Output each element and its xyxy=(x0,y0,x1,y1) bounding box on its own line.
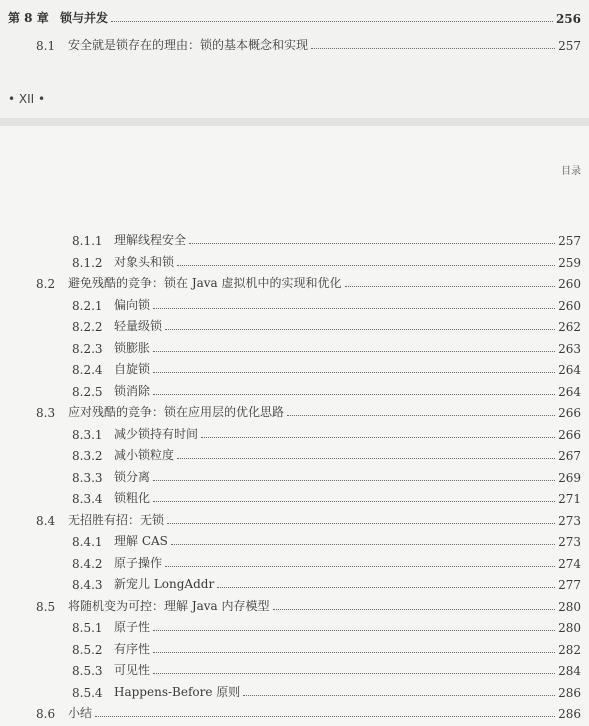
dot-leader xyxy=(177,264,555,266)
toc-entry-title: 自旋锁 xyxy=(114,362,151,376)
toc-entry-page: 264 xyxy=(558,363,581,377)
toc-entry xyxy=(72,572,581,592)
toc-entry-title: 安全就是锁存在的理由：锁的基本概念和实现 xyxy=(68,38,309,52)
toc-entry-number: 8.3 xyxy=(36,406,56,420)
toc-entry-number: 8.2.4 xyxy=(72,363,103,377)
toc-entry-title: 新宠儿 LongAddr xyxy=(114,577,215,591)
toc-entry xyxy=(36,400,581,420)
toc-entry-title: 对象头和锁 xyxy=(114,254,175,269)
toc-entry xyxy=(8,6,581,26)
toc-entry-number: 8.2.2 xyxy=(72,320,103,334)
dot-leader xyxy=(311,47,555,49)
toc-entry xyxy=(36,508,581,528)
toc-entry-page: 263 xyxy=(558,341,581,356)
toc-entry xyxy=(72,336,581,356)
toc-entry-title: 减小锁粒度 xyxy=(114,448,175,462)
dot-leader xyxy=(153,651,555,653)
toc-entry-title: 锁消除 xyxy=(114,383,151,398)
dot-leader xyxy=(171,543,555,545)
toc-entry-page: 286 xyxy=(558,685,581,700)
toc-entry-page: 280 xyxy=(558,621,581,635)
toc-entry xyxy=(72,658,581,678)
toc-entry xyxy=(72,680,581,700)
toc-entry-page: 269 xyxy=(558,470,581,485)
toc-entry-number: 8.5.3 xyxy=(72,664,103,678)
toc-entry-page: 259 xyxy=(558,255,581,270)
toc-entry-page: 267 xyxy=(558,449,581,463)
page-footer-number: • XII • xyxy=(8,92,46,106)
bottom-page xyxy=(0,126,589,726)
dot-leader xyxy=(153,393,555,395)
toc-entry-number: 8.3.1 xyxy=(72,427,103,442)
toc-entry-number: 8.1.2 xyxy=(72,255,103,270)
toc-entry-title: 小结 xyxy=(68,706,93,720)
toc-entry-title: 锁与并发 xyxy=(60,11,109,25)
dot-leader xyxy=(165,328,555,330)
toc-entry xyxy=(36,33,581,53)
toc-entry-number: 8.4.3 xyxy=(72,578,103,592)
dot-leader xyxy=(189,242,555,244)
toc-entry-page: 282 xyxy=(558,642,581,657)
toc-entry-number: 8.3.3 xyxy=(72,470,103,485)
toc-entry-number: 8.2 xyxy=(36,277,56,291)
dot-leader xyxy=(153,672,555,674)
dot-leader xyxy=(273,608,556,610)
dot-leader xyxy=(153,479,555,481)
toc-entry-number: 8.4.1 xyxy=(72,535,103,549)
toc-entry-title: 原子性 xyxy=(114,620,151,634)
toc-entry-number: 8.5.4 xyxy=(72,685,103,700)
running-header: 目录 xyxy=(561,166,581,177)
dot-leader xyxy=(167,522,555,524)
toc-entry-page: 266 xyxy=(558,406,581,420)
top-page xyxy=(0,0,589,118)
toc-entry xyxy=(72,357,581,377)
toc-entry-title: 锁膨胀 xyxy=(114,340,151,355)
toc-entry-page: 260 xyxy=(558,277,581,291)
toc-entry xyxy=(72,551,581,571)
toc-entry-number: 8.3.2 xyxy=(72,449,103,463)
dot-leader xyxy=(153,350,555,352)
toc-entry xyxy=(72,250,581,270)
toc-entry-title: 应对残酷的竞争：锁在应用层的优化思路 xyxy=(68,405,285,419)
dot-leader xyxy=(177,457,555,459)
toc-entry-title: 减少锁持有时间 xyxy=(114,426,199,441)
dot-leader xyxy=(201,436,555,438)
dot-leader xyxy=(287,414,555,416)
toc-entry-title: 理解线程安全 xyxy=(114,233,187,247)
toc-entry xyxy=(72,486,581,506)
toc-entry xyxy=(36,701,581,721)
toc-entry-title: 原子操作 xyxy=(114,555,163,570)
dot-leader xyxy=(217,586,555,588)
toc-entry-title: 无招胜有招：无锁 xyxy=(68,512,165,527)
toc-entry-title: Happens-Before 原则 xyxy=(114,684,241,699)
dot-leader xyxy=(345,285,556,287)
toc-entry-number: 8.4 xyxy=(36,513,56,528)
dot-leader xyxy=(153,629,555,631)
toc-entry-number: 8.1.1 xyxy=(72,234,103,248)
toc-entry-page: 277 xyxy=(558,578,581,592)
toc-entry-number: 8.2.3 xyxy=(72,341,103,356)
dot-leader xyxy=(153,307,555,309)
toc-entry xyxy=(72,529,581,549)
toc-entry-page: 257 xyxy=(558,234,581,248)
toc-entry-page: 256 xyxy=(555,12,581,26)
toc-entry-title: 锁分离 xyxy=(114,469,151,484)
toc-entry-title: 理解 CAS xyxy=(114,534,168,548)
toc-entry-title: 将随机变为可控：理解 Java 内存模型 xyxy=(68,598,270,613)
toc-entry-page: 286 xyxy=(558,707,581,721)
page-gap xyxy=(0,118,589,126)
toc-entry-number: 8.2.1 xyxy=(72,298,103,313)
toc-entry xyxy=(72,314,581,334)
toc-entry xyxy=(72,615,581,635)
toc-entry-page: 260 xyxy=(558,298,581,313)
toc-entry xyxy=(72,465,581,485)
toc-entry xyxy=(36,594,581,614)
toc-entry xyxy=(36,271,581,291)
dot-leader xyxy=(165,565,555,567)
toc-entry-title: 轻量级锁 xyxy=(114,319,163,333)
toc-entry-page: 257 xyxy=(558,39,581,53)
toc-entry-number: 8.1 xyxy=(36,39,56,53)
dot-leader xyxy=(153,500,555,502)
dot-leader xyxy=(111,20,553,22)
dot-leader xyxy=(95,715,555,717)
toc-entry-page: 262 xyxy=(558,320,581,334)
toc-entry-page: 284 xyxy=(558,664,581,678)
toc-entry-title: 有序性 xyxy=(114,641,151,656)
toc-entry-page: 266 xyxy=(558,427,581,442)
toc-entry-title: 锁粗化 xyxy=(114,491,151,505)
toc-entry xyxy=(72,443,581,463)
toc-entry-page: 264 xyxy=(558,384,581,399)
toc-entry-page: 274 xyxy=(558,556,581,571)
toc-entry-number: 8.4.2 xyxy=(72,556,103,571)
toc-entry-number: 8.3.4 xyxy=(72,492,103,506)
toc-entry-number: 8.5 xyxy=(36,599,56,614)
toc-entry-title: 可见性 xyxy=(114,663,151,677)
toc-entry xyxy=(72,379,581,399)
toc-entry-title: 偏向锁 xyxy=(114,297,151,312)
toc-entry-page: 271 xyxy=(558,492,581,506)
toc-entry-number: 8.2.5 xyxy=(72,384,103,399)
toc-entry-page: 280 xyxy=(558,599,581,614)
dot-leader xyxy=(153,371,555,373)
dot-leader xyxy=(243,694,555,696)
toc-entry-number: 8.5.1 xyxy=(72,621,103,635)
toc-entry xyxy=(72,422,581,442)
toc-entry xyxy=(72,228,581,248)
toc-entry-page: 273 xyxy=(558,513,581,528)
toc-entry-number: 8.5.2 xyxy=(72,642,103,657)
toc-entry-title: 避免残酷的竞争：锁在 Java 虚拟机中的实现和优化 xyxy=(68,276,342,290)
toc-entry xyxy=(72,293,581,313)
toc-entry-number: 8.6 xyxy=(36,707,56,721)
toc-entry-page: 273 xyxy=(558,535,581,549)
toc-entry-number: 第 8 章 xyxy=(8,11,49,25)
toc-entry xyxy=(72,637,581,657)
